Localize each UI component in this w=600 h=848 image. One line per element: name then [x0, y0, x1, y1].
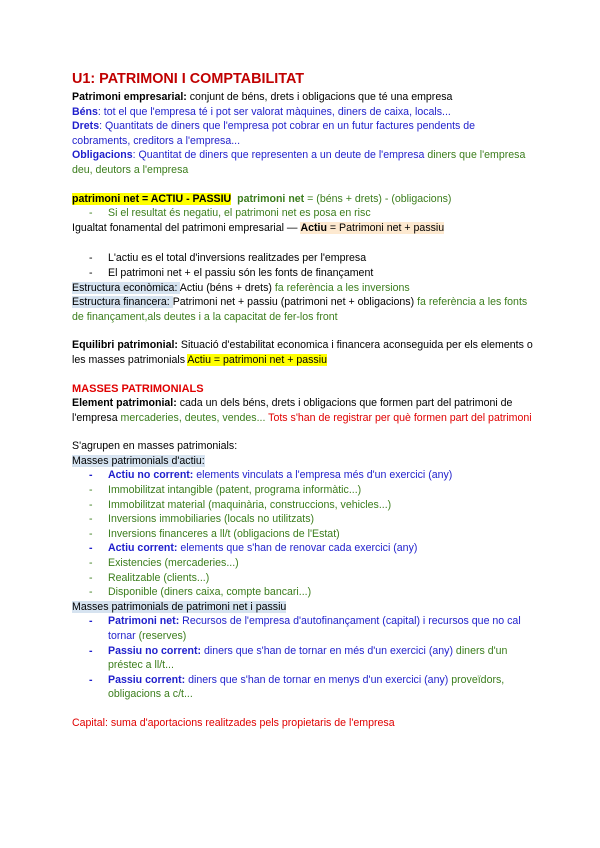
- equilibri-patrimonial: Equilibri patrimonial: Situació d'estabilitat economica i financera aconseguida per els elements o les masses patrimonials Actiu = patrimoni net + passiu: [72, 339, 533, 366]
- list-item: - Realitzable (clients...): [72, 571, 534, 586]
- section-heading-masses: MASSES PATRIMONIALS: [72, 382, 204, 395]
- masses-actiu-label: Masses patrimonials d'actiu:: [72, 454, 205, 467]
- list-item: - Existencies (mercaderies...): [72, 556, 534, 571]
- list-item: - Passiu corrent: diners que s'han de tornar en menys d'un exercici (any) proveïdors, obligacions a c/t...: [72, 673, 534, 702]
- list-item: - Inversions immobiliaries (locals no utilitzats): [72, 512, 534, 527]
- list-item: - Inversions financeres a ll/t (obligacions de l'Estat): [72, 527, 534, 542]
- page-title: U1: PATRIMONI I COMPTABILITAT: [72, 71, 305, 87]
- bens-definition: Béns: tot el que l'empresa té i pot ser valorat màquines, diners de caixa, locals...: [72, 105, 451, 118]
- actiu-list: [72, 468, 534, 599]
- list-item: - Patrimoni net: Recursos de l'empresa d'autofinançament (capital) i recursos que no cal tornar (reserves): [72, 614, 534, 643]
- list-item: - Immobilitzat intangible (patent, programa informàtic...): [72, 483, 534, 498]
- igualtat-fonamental: Igualtat fonamental del patrimoni empresarial — Actiu = Patrimoni net + passiu: [72, 221, 445, 234]
- list-item: - El patrimoni net + el passiu són les fonts de finançament: [72, 266, 534, 281]
- actiu-notes-list: [72, 251, 534, 280]
- patrimoni-definition: Patrimoni empresarial: conjunt de béns, drets i obligacions que té una empresa: [72, 91, 453, 103]
- list-item: - Actiu corrent: elements que s'han de renovar cada exercici (any): [72, 541, 534, 556]
- list-item: - Actiu no corrent: elements vinculats a l'empresa més d'un exercici (any): [72, 468, 534, 483]
- obligacions-definition: Obligacions: Quantitat de diners que representen a un deute de l'empresa diners que l'empresa deu, deutors a l'empresa: [72, 149, 526, 176]
- element-patrimonial: Element patrimonial: cada un dels béns, drets i obligacions que formen part del patrimoni de l'empresa mercaderies, deutes, vendes... Tots s'han de registrar per què formen part del patrimoni: [72, 397, 532, 424]
- estructura-economica: Estructura econòmica: Actiu (béns + drets) fa referència a les inversions: [72, 281, 410, 294]
- list-item: - L'actiu es el total d'inversions realitzades per l'empresa: [72, 251, 534, 266]
- list-item: - Si el resultat és negatiu, el patrimoni net es posa en risc: [72, 206, 534, 221]
- agrupen-text: S'agrupen en masses patrimonials:: [72, 440, 238, 453]
- list-item: - Disponible (diners caixa, compte bancari...): [72, 585, 534, 600]
- drets-definition: Drets: Quantitats de diners que l'empresa pot cobrar en un futur factures pendents de cobraments, creditors a l'empresa...: [72, 120, 476, 147]
- list-item: - Immobilitzat material (maquinària, construccions, vehicles...): [72, 498, 534, 513]
- masses-pn-passiu-label: Masses patrimonials de patrimoni net i passiu: [72, 600, 287, 613]
- formula-notes: [72, 206, 534, 221]
- list-item: - Passiu no corrent: diners que s'han de tornar en més d'un exercici (any) diners d'un préstec a ll/t...: [72, 644, 534, 673]
- document-body: [72, 70, 534, 731]
- estructura-financera: Estructura financera: Patrimoni net + passiu (patrimoni net + obligacions) fa referència a les fonts de finançament,als deutes i a la capacitat de fer-los front: [72, 296, 528, 323]
- patrimoni-net-formula: patrimoni net = ACTIU - PASSIU patrimoni net = (béns + drets) - (obligacions): [72, 192, 452, 205]
- capital-definition: Capital: suma d'aportacions realitzades pels propietaris de l'empresa: [72, 716, 395, 729]
- passiu-list: [72, 614, 534, 702]
